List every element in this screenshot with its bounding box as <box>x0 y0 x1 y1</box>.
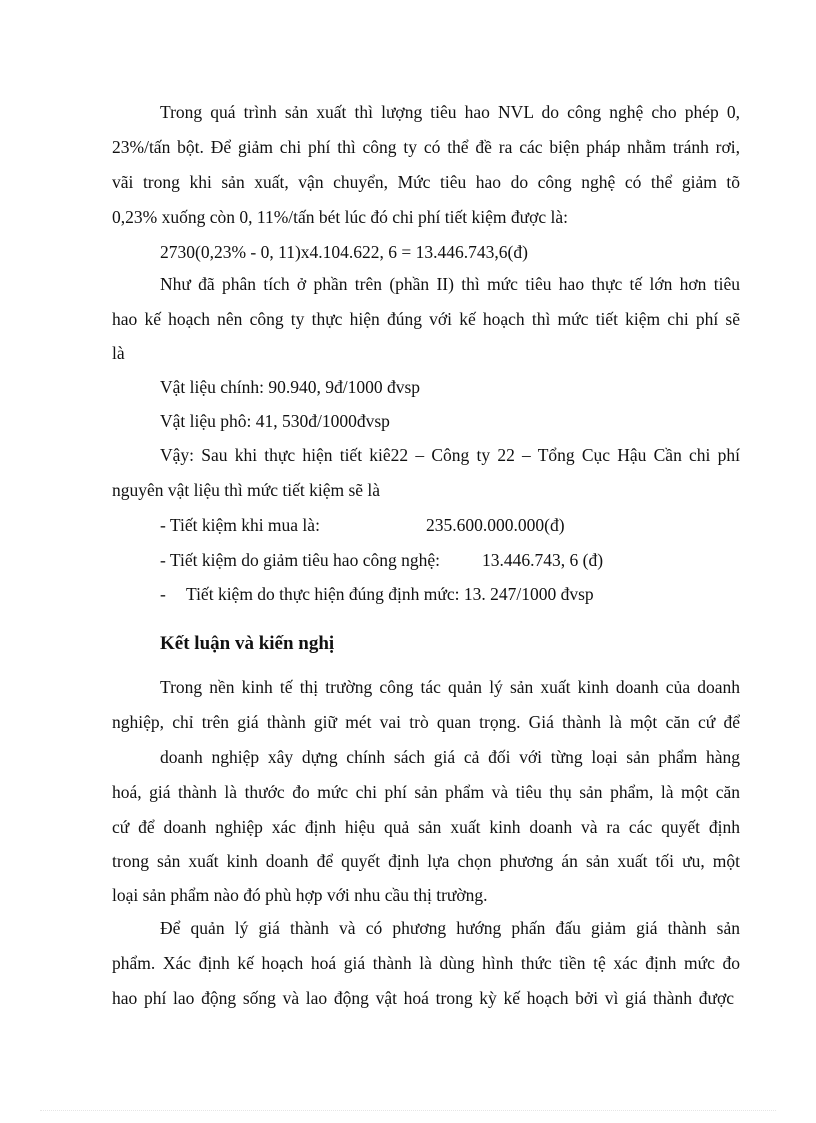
paragraph-line: Để quản lý giá thành và có phương hướng phấn đấu giảm giá thành sản <box>160 918 740 938</box>
paragraph-line: 23%/tấn bột. Để giảm chi phí thì công ty có thể đề ra các biện pháp nhằm tránh rơi, <box>112 137 740 157</box>
paragraph-line: Trong nền kinh tế thị trường công tác quản lý sản xuất kinh doanh của doanh <box>160 677 740 697</box>
paragraph-line: hao kế hoạch nên công ty thực hiện đúng với kế hoạch thì mức tiết kiệm chi phí sẽ <box>112 309 740 329</box>
formula-line: 2730(0,23% - 0, 11)x4.104.622, 6 = 13.446.743,6(đ) <box>160 242 528 262</box>
paragraph-line: vãi trong khi sản xuất, vận chuyển, Mức tiêu hao do công nghệ có thể giảm tõ <box>112 172 740 192</box>
list-item-label: - Tiết kiệm khi mua là: <box>160 515 320 535</box>
list-line: Vật liệu phô: 41, 530đ/1000đvsp <box>160 411 390 431</box>
list-item-value: 235.600.000.000(đ) <box>426 515 565 535</box>
list-line: Vật liệu chính: 90.940, 9đ/1000 đvsp <box>160 377 421 397</box>
paragraph-line: Trong quá trình sản xuất thì lượng tiêu hao NVL do công nghệ cho phép 0, <box>160 102 740 122</box>
page-border <box>40 1110 776 1111</box>
list-bullet: - <box>160 584 166 604</box>
paragraph-line: hoá, giá thành là thước đo mức chi phí sản phẩm và tiêu thụ sản phẩm, là một căn <box>112 782 740 802</box>
paragraph-line: nguyên vật liệu thì mức tiết kiệm sẽ là <box>112 480 381 500</box>
paragraph-line: Như đã phân tích ở phần trên (phần II) thì mức tiêu hao thực tế lớn hơn tiêu <box>160 274 740 294</box>
paragraph-line: loại sản phẩm nào đó phù hợp với nhu cầu thị trường. <box>112 885 488 905</box>
list-item-label: - Tiết kiệm do giảm tiêu hao công nghệ: <box>160 550 440 570</box>
paragraph-line: cứ để doanh nghiệp xác định hiệu quả sản xuất kinh doanh và ra các quyết định <box>112 817 740 837</box>
paragraph-line: trong sản xuất kinh doanh để quyết định lựa chọn phương án sản xuất tối ưu, một <box>112 851 740 871</box>
paragraph-line: nghiệp, chỉ trên giá thành giữ mét vai trò quan trọng. Giá thành là một căn cứ để <box>112 712 740 732</box>
paragraph-line: phẩm. Xác định kế hoạch hoá giá thành là dùng hình thức tiền tệ xác định mức đo <box>112 953 740 973</box>
list-item-value: 13.446.743, 6 (đ) <box>482 550 604 570</box>
paragraph-line: Vậy: Sau khi thực hiện tiết kiê22 – Công ty 22 – Tổng Cục Hậu Cần chi phí <box>160 445 740 465</box>
list-item-text: Tiết kiệm do thực hiện đúng định mức: 13. 247/1000 đvsp <box>186 584 594 604</box>
paragraph-line: hao phí lao động sống và lao động vật hoá trong kỳ kế hoạch bởi vì giá thành được <box>112 988 734 1008</box>
paragraph-line: doanh nghiệp xây dựng chính sách giá cả đối với từng loại sản phẩm hàng <box>160 747 740 767</box>
section-heading: Kết luận và kiến nghị <box>160 633 335 654</box>
paragraph-line: là <box>112 343 125 363</box>
paragraph-line: 0,23% xuống còn 0, 11%/tấn bét lúc đó chi phí tiết kiệm được là: <box>112 207 568 227</box>
